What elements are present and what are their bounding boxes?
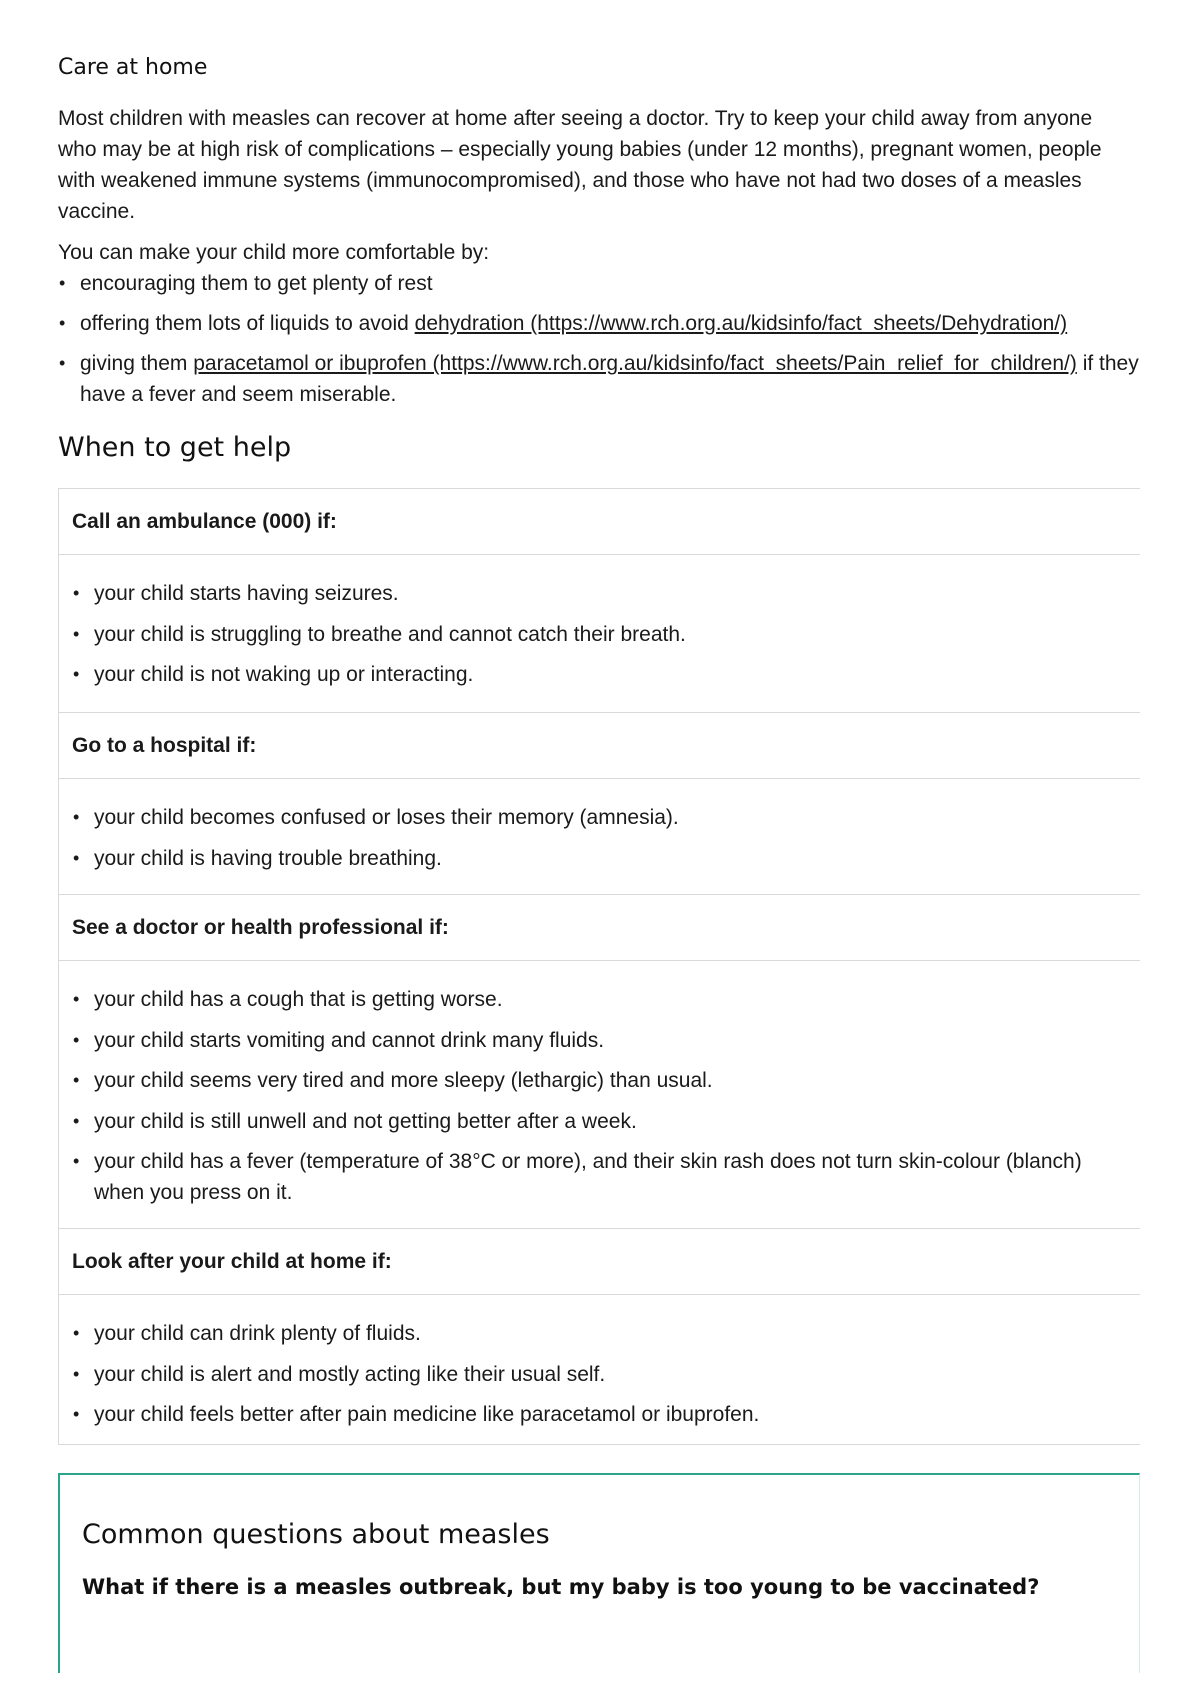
care-at-home-heading: Care at home <box>58 55 208 80</box>
pain-relief-link[interactable]: paracetamol or ibuprofen (https://www.rch.org.au/kidsinfo/fact_sheets/Pain_relief_for_children/) <box>193 352 1077 375</box>
list-item: • encouraging them to get plenty of rest <box>58 268 1140 299</box>
faq-box <box>58 1473 1140 1673</box>
comfort-lead-text: You can make your child more comfortable by: <box>58 241 490 264</box>
list-item: • your child starts vomiting and cannot drink many fluids. <box>72 1025 1140 1056</box>
faq-heading: Common questions about measles <box>82 1519 550 1550</box>
when-to-get-help-heading: When to get help <box>58 432 292 463</box>
hospital-list <box>59 779 1140 895</box>
list-item: • your child is not waking up or interacting. <box>72 659 1140 690</box>
hospital-heading: Go to a hospital if: <box>59 713 1140 779</box>
list-item: • your child is still unwell and not getting better after a week. <box>72 1106 1140 1137</box>
list-item: • offering them lots of liquids to avoid dehydration (https://www.rch.org.au/kidsinfo/fact_sheets/Dehydration/) <box>58 308 1140 339</box>
faq-question[interactable]: What if there is a measles outbreak, but my baby is too young to be vaccinated? <box>82 1575 1040 1599</box>
list-item: • your child has a cough that is getting worse. <box>72 984 1140 1015</box>
list-item: • your child is having trouble breathing. <box>72 843 1140 874</box>
comfort-tips-list <box>58 268 1140 419</box>
help-table <box>58 488 1140 1445</box>
ambulance-list <box>59 555 1140 713</box>
list-item: • your child can drink plenty of fluids. <box>72 1318 1140 1349</box>
doctor-heading: See a doctor or health professional if: <box>59 895 1140 961</box>
list-item: • your child feels better after pain medicine like paracetamol or ibuprofen. <box>72 1399 1140 1430</box>
list-item: • your child has a fever (temperature of 38°C or more), and their skin rash does not turn skin-colour (blanch) when you press on it. <box>72 1146 1094 1208</box>
care-intro-paragraph: Most children with measles can recover at home after seeing a doctor. Try to keep your child away from anyone who may be at high risk of complications – especially young babies (under 12 months), pregnant women, people with weakened immune systems (immunocompromised), and those who have not had two doses of a measles vaccine. <box>58 107 1102 223</box>
dehydration-link[interactable]: dehydration (https://www.rch.org.au/kidsinfo/fact_sheets/Dehydration/) <box>414 312 1068 335</box>
home-care-list <box>59 1295 1140 1450</box>
home-care-heading: Look after your child at home if: <box>59 1229 1140 1295</box>
list-item: • your child starts having seizures. <box>72 578 1140 609</box>
list-item: • your child is alert and mostly acting like their usual self. <box>72 1359 1140 1390</box>
doctor-list <box>59 961 1140 1229</box>
list-item: • your child becomes confused or loses their memory (amnesia). <box>72 802 1140 833</box>
list-item: • your child seems very tired and more sleepy (lethargic) than usual. <box>72 1065 1140 1096</box>
list-item: • giving them paracetamol or ibuprofen (https://www.rch.org.au/kidsinfo/fact_sheets/Pain_relief_for_children/) if they have a fever and seem miserable. <box>58 348 1140 410</box>
list-item: • your child is struggling to breathe and cannot catch their breath. <box>72 619 1140 650</box>
ambulance-heading: Call an ambulance (000) if: <box>59 489 1140 555</box>
